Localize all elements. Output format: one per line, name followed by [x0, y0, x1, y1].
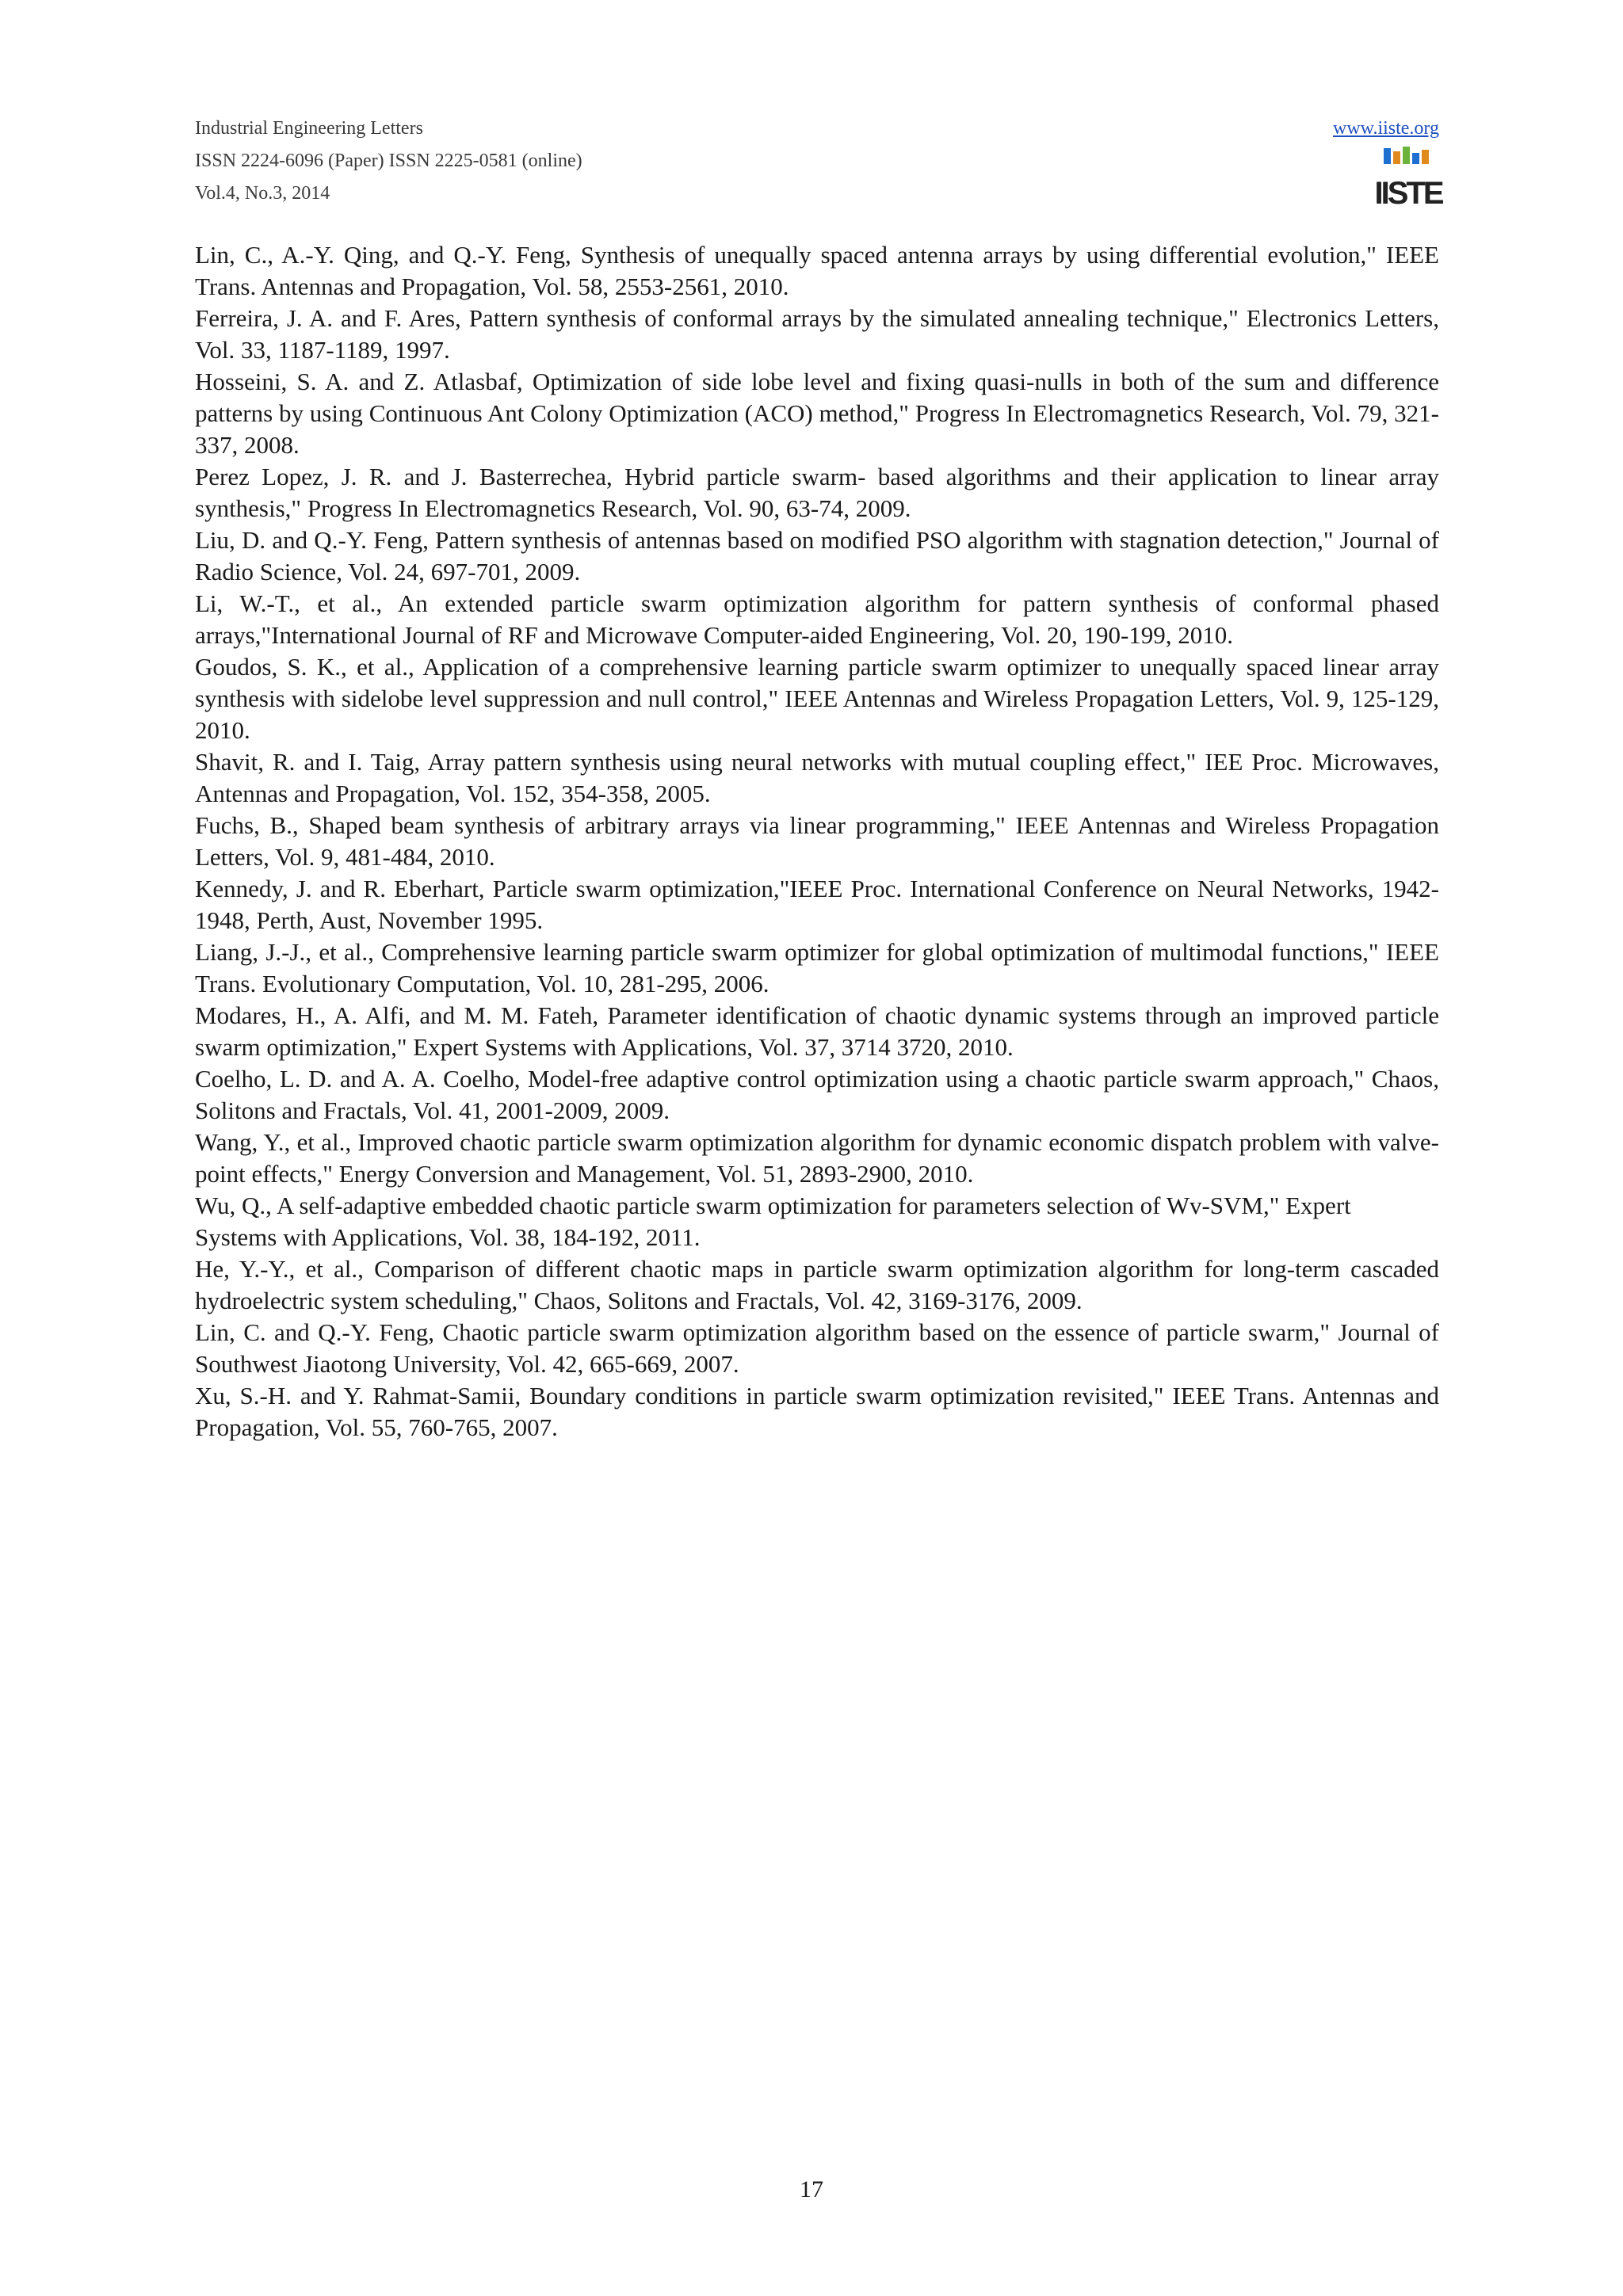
reference-item: Liu, D. and Q.-Y. Feng, Pattern synthesis of antennas based on modified PSO algorithm with stagnation detection," Journal of Radio Science, Vol. 24, 697-701, 2009. [195, 526, 1439, 585]
reference-item: Goudos, S. K., et al., Application of a comprehensive learning particle swarm optimizer to unequally spaced linear array synthesis with sidelobe level suppression and null control," IEEE Antennas and Wireless Propagation Letters, Vol. 9, 125-129, 2010. [195, 653, 1439, 744]
reference-item: Lin, C., A.-Y. Qing, and Q.-Y. Feng, Synthesis of unequally spaced antenna arrays by using differential evolution," IEEE Trans. Antennas and Propagation, Vol. 58, 2553-2561, 2010. [195, 241, 1439, 300]
reference-item: Kennedy, J. and R. Eberhart, Particle swarm optimization,"IEEE Proc. International Conference on Neural Networks, 1942-1948, Perth, Aust, November 1995. [195, 875, 1439, 934]
reference-item: Lin, C. and Q.-Y. Feng, Chaotic particle swarm optimization algorithm based on the essence of particle swarm," Journal of Southwest Jiaotong University, Vol. 42, 665-669, 2007. [195, 1318, 1439, 1378]
reference-item: Coelho, L. D. and A. A. Coelho, Model-free adaptive control optimization using a chaotic particle swarm approach," Chaos, Solitons and Fractals, Vol. 41, 2001-2009, 2009. [195, 1065, 1439, 1124]
journal-website-link[interactable]: www.iiste.org [1333, 118, 1439, 139]
reference-item: Wang, Y., et al., Improved chaotic particle swarm optimization algorithm for dynamic economic dispatch problem with valve- point effects," Energy Conversion and Management, Vol. 51, 2893-2900, 2010. [195, 1128, 1439, 1188]
reference-item: He, Y.-Y., et al., Comparison of different chaotic maps in particle swarm optimization algorithm for long-term cascaded hydroelectric system scheduling," Chaos, Solitons and Fractals, Vol. 42, 3169-3176, 2009. [195, 1255, 1439, 1314]
reference-item: Perez Lopez, J. R. and J. Basterrechea, Hybrid particle swarm- based algorithms and their application to linear array synthesis," Progress In Electromagnetics Research, Vol. 90, 63-74, 2009. [195, 463, 1439, 522]
reference-item: Shavit, R. and I. Taig, Array pattern synthesis using neural networks with mutual coupling effect," IEE Proc. Microwaves, Antennas and Propagation, Vol. 152, 354-358, 2005. [195, 748, 1439, 807]
reference-item: Xu, S.-H. and Y. Rahmat-Samii, Boundary conditions in particle swarm optimization revisited," IEEE Trans. Antennas and Propagation, Vol. 55, 760-765, 2007. [195, 1382, 1439, 1441]
reference-item: Hosseini, S. A. and Z. Atlasbaf, Optimization of side lobe level and fixing quasi-nulls in both of the sum and difference patterns by using Continuous Ant Colony Optimization (ACO) method," Progress In Electromagnetics Research, Vol. 79, 321-337, 2008. [195, 368, 1439, 459]
reference-item: Systems with Applications, Vol. 38, 184-192, 2011. [195, 1223, 701, 1251]
journal-info [195, 113, 582, 210]
reference-item: Wu, Q., A self-adaptive embedded chaotic particle swarm optimization for parameters selection of Wv-SVM," Expert [195, 1192, 1351, 1219]
journal-volume: Vol.4, No.3, 2014 [195, 183, 330, 204]
reference-list [195, 239, 1439, 1444]
iiste-logo [1374, 147, 1442, 212]
journal-title: Industrial Engineering Letters [195, 118, 423, 139]
page-number: 17 [800, 2176, 823, 2203]
reference-item: Ferreira, J. A. and F. Ares, Pattern synthesis of conformal arrays by the simulated annealing technique," Electronics Letters, Vol. 33, 1187-1189, 1997. [195, 304, 1439, 364]
page-header [195, 113, 1442, 215]
journal-issn: ISSN 2224-6096 (Paper) ISSN 2225-0581 (online) [195, 151, 582, 171]
svg-text:IISTE: IISTE [1374, 176, 1442, 211]
reference-item: Modares, H., A. Alfi, and M. M. Fateh, Parameter identification of chaotic dynamic systems through an improved particle swarm optimization," Expert Systems with Applications, Vol. 37, 3714 3720, 2010. [195, 1001, 1439, 1061]
reference-item: Fuchs, B., Shaped beam synthesis of arbitrary arrays via linear programming," IEEE Antennas and Wireless Propagation Letters, Vol. 9, 481-484, 2010. [195, 811, 1439, 871]
reference-item: Liang, J.-J., et al., Comprehensive learning particle swarm optimizer for global optimization of multimodal functions," IEEE Trans. Evolutionary Computation, Vol. 10, 281-295, 2006. [195, 938, 1439, 997]
reference-item: Li, W.-T., et al., An extended particle swarm optimization algorithm for pattern synthesis of conformal phased arrays,"International Journal of RF and Microwave Computer-aided Engineering, Vol. 20, 190-199, 2010. [195, 589, 1439, 649]
